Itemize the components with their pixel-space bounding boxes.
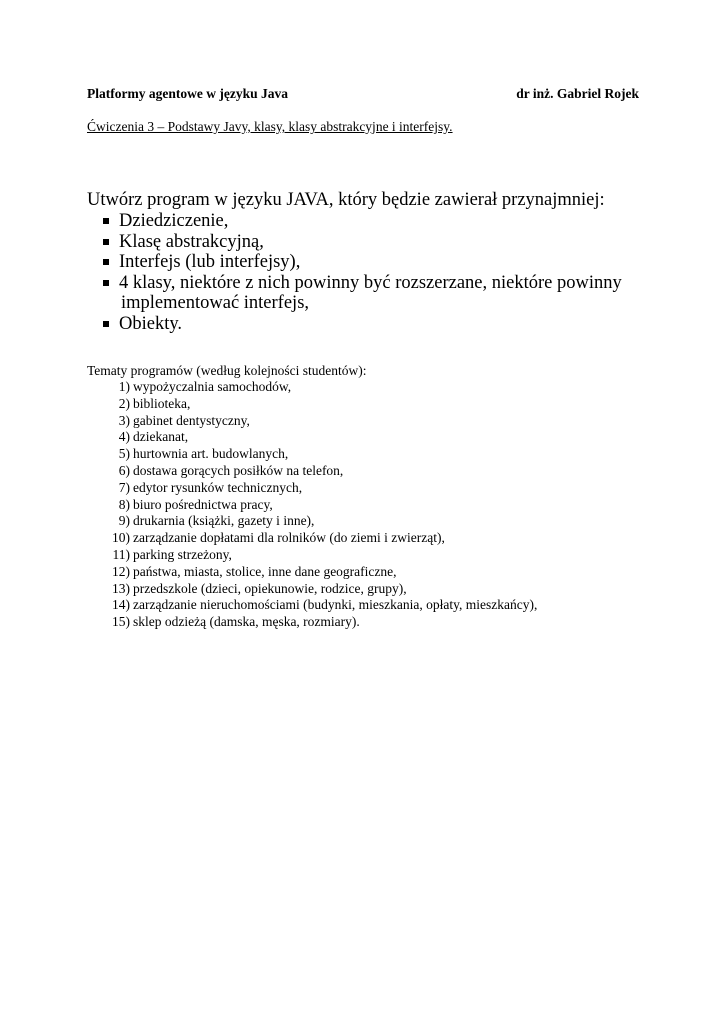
topics-list: [105, 379, 537, 631]
list-item: [103, 273, 622, 314]
requirements-list: [103, 211, 622, 334]
topic-number: 6): [118, 462, 130, 478]
requirement-text: Klasę abstrakcyjną,: [119, 231, 264, 252]
exercise-subtitle: Ćwiczenia 3 – Podstawy Javy, klasy, klasy abstrakcyjne i interfejsy.: [87, 119, 453, 134]
list-item: [105, 463, 537, 480]
topic-text: państwa, miasta, stolice, inne dane geograficzne,: [133, 563, 397, 579]
topic-text: dziekanat,: [133, 429, 189, 445]
course-title: Platformy agentowe w języku Java: [87, 86, 288, 101]
topic-number: 3): [118, 412, 130, 428]
topic-number: 8): [118, 496, 130, 512]
topic-text: gabinet dentystyczny,: [133, 412, 250, 428]
topic-text: sklep odzieżą (damska, męska, rozmiary).: [133, 614, 360, 630]
topic-number: 4): [118, 429, 130, 445]
list-item: [105, 480, 537, 497]
list-item: [105, 614, 537, 631]
list-item: [103, 211, 622, 232]
list-item: [105, 446, 537, 463]
topic-number: 15): [112, 614, 130, 630]
list-item: [103, 232, 622, 253]
topic-text: hurtownia art. budowlanych,: [133, 446, 289, 462]
list-item: [105, 379, 537, 396]
square-bullet-icon: [103, 321, 109, 327]
list-item: [105, 564, 537, 581]
topic-text: drukarnia (książki, gazety i inne),: [133, 513, 315, 529]
list-item: [105, 581, 537, 598]
square-bullet-icon: [103, 280, 109, 286]
topic-number: 10): [112, 530, 130, 546]
requirement-text: Dziedziczenie,: [119, 211, 229, 231]
topic-text: parking strzeżony,: [133, 546, 232, 562]
topic-text: edytor rysunków technicznych,: [133, 479, 303, 495]
square-bullet-icon: [103, 259, 109, 265]
topics-heading: Tematy programów (według kolejności studentów):: [87, 363, 367, 378]
list-item: [105, 429, 537, 446]
requirement-text: Interfejs (lub interfejsy),: [119, 252, 301, 272]
topic-text: przedszkole (dzieci, opiekunowie, rodzice, grupy),: [133, 580, 407, 596]
topic-number: 9): [118, 513, 130, 529]
topic-number: 5): [118, 446, 130, 462]
topic-text: biblioteka,: [133, 395, 191, 411]
list-item: [103, 314, 622, 335]
page-header: [87, 86, 639, 106]
list-item: [105, 513, 537, 530]
topic-number: 7): [118, 479, 130, 495]
list-item: [105, 396, 537, 413]
topic-number: 11): [112, 546, 130, 562]
topic-text: zarządzanie dopłatami dla rolników (do ziemi i zwierząt),: [133, 530, 445, 546]
list-item: [105, 497, 537, 514]
requirement-text-continued: implementować interfejs,: [121, 293, 310, 313]
list-item: [105, 547, 537, 564]
topic-number: 12): [112, 563, 130, 579]
requirement-text: 4 klasy, niektóre z nich powinny być rozszerzane, niektóre powinny: [119, 272, 622, 293]
list-item: [105, 597, 537, 614]
topic-text: zarządzanie nieruchomościami (budynki, mieszkania, opłaty, mieszkańcy),: [133, 597, 538, 613]
topic-text: dostawa gorących posiłków na telefon,: [133, 462, 344, 478]
topic-number: 2): [118, 395, 130, 411]
requirement-text: Obiekty.: [119, 313, 183, 334]
topic-number: 14): [112, 597, 130, 613]
topic-text: wypożyczalnia samochodów,: [133, 379, 292, 394]
square-bullet-icon: [103, 218, 109, 224]
list-item: [105, 530, 537, 547]
topic-text: biuro pośrednictwa pracy,: [133, 496, 273, 512]
square-bullet-icon: [103, 239, 109, 245]
topic-number: 13): [112, 580, 130, 596]
author-name: dr inż. Gabriel Rojek: [516, 86, 639, 101]
topic-number: 1): [118, 379, 130, 394]
list-item: [103, 252, 622, 273]
task-intro: Utwórz program w języku JAVA, który będzie zawierał przynajmniej:: [87, 190, 605, 210]
list-item: [105, 413, 537, 430]
